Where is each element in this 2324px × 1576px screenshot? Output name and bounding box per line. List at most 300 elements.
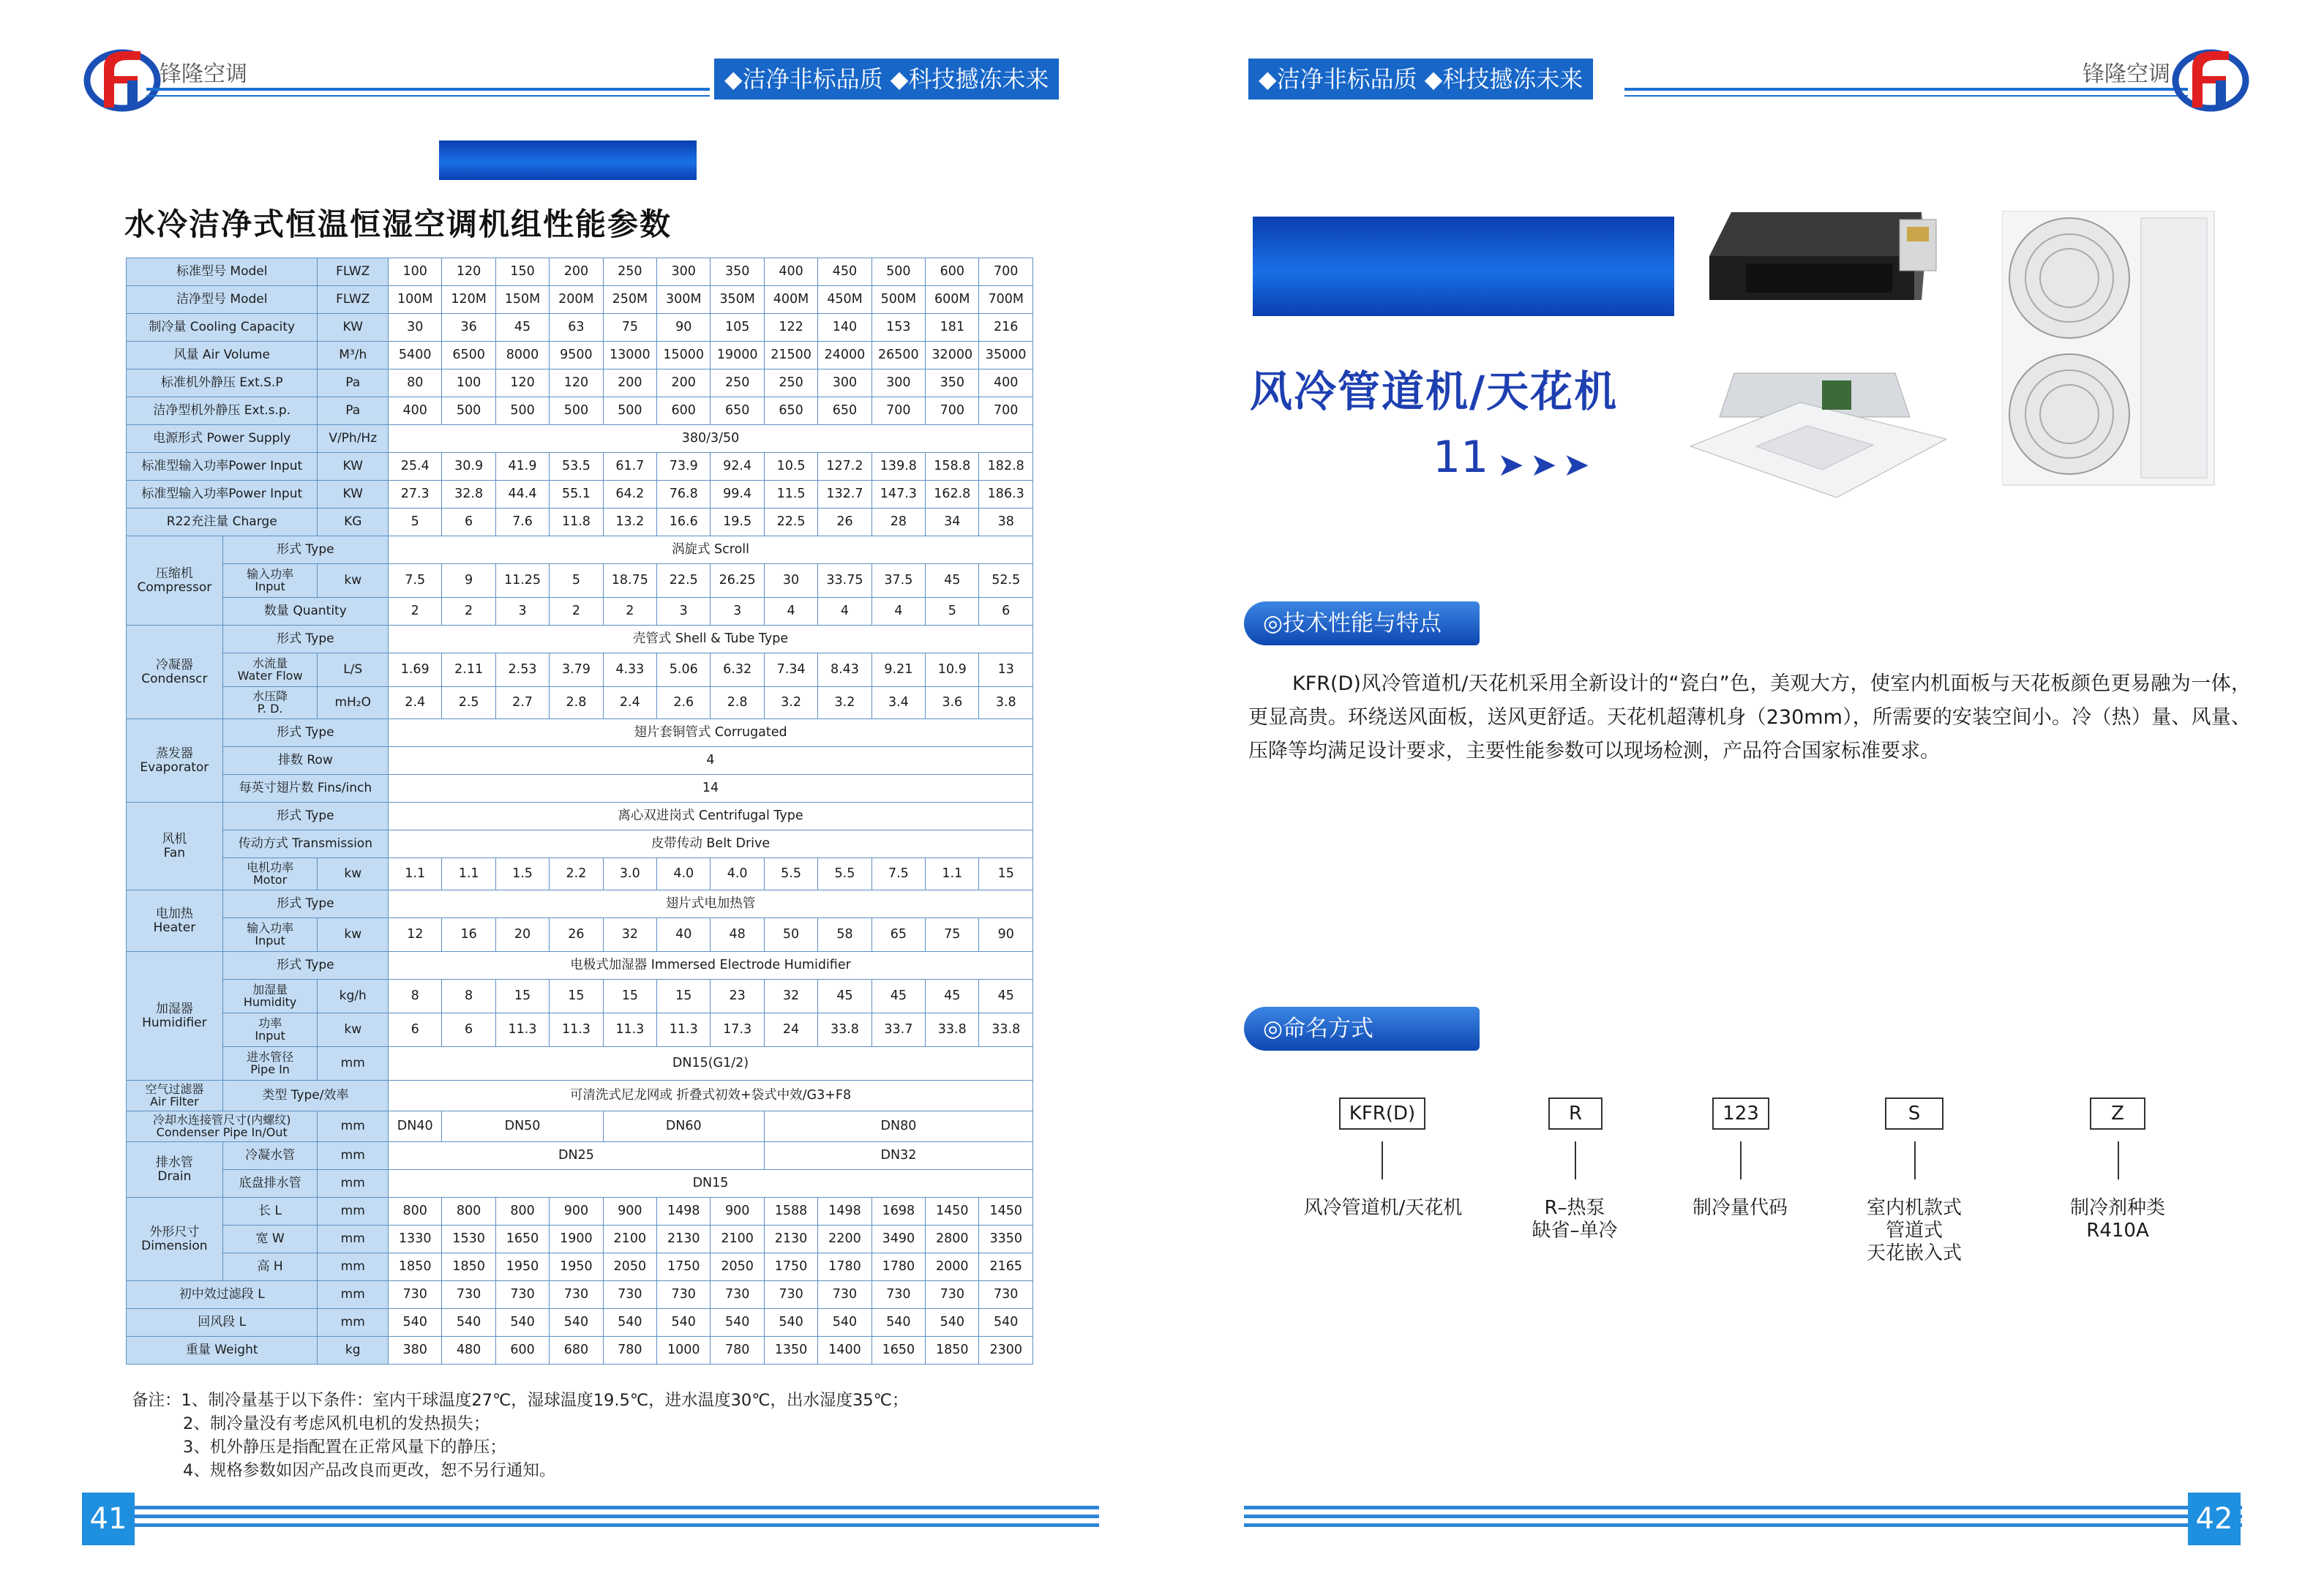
label-en: Heater	[153, 920, 196, 935]
table-cell	[127, 1081, 223, 1111]
table-cell: 32	[764, 980, 817, 1013]
label-cn: 蒸发器	[155, 746, 193, 761]
table-cell: 730	[603, 1281, 656, 1309]
table-cell: 13.2	[603, 509, 656, 536]
table-cell: 150M	[495, 286, 549, 314]
label-en: Dimension	[141, 1238, 208, 1253]
table-cell: 7.5	[872, 858, 925, 890]
table-cell: 7.6	[495, 509, 549, 536]
label-cn: 加湿量	[252, 982, 288, 997]
table-cell: 3350	[979, 1226, 1033, 1253]
table-cell: kw	[318, 918, 389, 952]
label-cn: 排水管	[155, 1155, 193, 1170]
table-cell	[222, 1047, 318, 1081]
table-cell: 500	[603, 397, 656, 425]
table-cell: FLWZ	[318, 258, 389, 286]
table-cell: 15	[495, 980, 549, 1013]
label-cn: 进水管径	[247, 1049, 294, 1064]
table-cell: 540	[603, 1309, 656, 1337]
slogan-banner-right: ◆洁净非标品质 ◆科技撼冻未来	[1248, 59, 1593, 100]
table-cell: 1350	[764, 1337, 817, 1365]
table-cell: 34	[926, 509, 979, 536]
table-cell: 长 L	[222, 1198, 318, 1226]
table-cell: 730	[711, 1281, 764, 1309]
table-cell: 5.06	[657, 653, 711, 687]
table-cell: 形式 Type	[222, 536, 388, 564]
table-cell: 132.7	[818, 481, 872, 509]
code-box-capacity: 123	[1712, 1097, 1769, 1130]
table-cell: 650	[711, 397, 764, 425]
table-cell: 32000	[926, 342, 979, 369]
code-desc-line: 风冷管道机/天花机	[1303, 1197, 1463, 1219]
table-cell: 1950	[495, 1253, 549, 1281]
table-cell: 162.8	[926, 481, 979, 509]
table-cell: 540	[872, 1309, 925, 1337]
table-cell: 730	[872, 1281, 925, 1309]
table-cell: 2165	[979, 1253, 1033, 1281]
label-en: Water Flow	[237, 668, 303, 683]
brand-name: 锋隆空调	[160, 61, 247, 87]
table-cell: 1498	[818, 1198, 872, 1226]
page-number-left: 41	[82, 1493, 135, 1545]
table-cell: 洁净型号 Model	[127, 286, 318, 314]
table-cell: 730	[657, 1281, 711, 1309]
table-cell	[127, 890, 223, 952]
table-cell: 15	[657, 980, 711, 1013]
label-en: Air Filter	[150, 1094, 199, 1108]
label-en: Drain	[157, 1168, 192, 1184]
table-cell: 8	[389, 980, 442, 1013]
table-cell: 16.6	[657, 509, 711, 536]
table-cell: 翅片套铜管式 Corrugated	[389, 719, 1033, 747]
table-cell: 3	[711, 598, 764, 626]
header-line-thin	[146, 95, 710, 97]
table-cell: 44.4	[495, 481, 549, 509]
table-cell: KW	[318, 481, 389, 509]
table-cell: 6	[979, 598, 1033, 626]
table-cell: 300M	[657, 286, 711, 314]
table-cell: 13000	[603, 342, 656, 369]
table-cell: 350	[711, 258, 764, 286]
table-cell	[222, 858, 318, 890]
label-en: Fan	[163, 845, 186, 860]
header-line-thin-right	[1624, 95, 2188, 97]
table-cell: 600M	[926, 286, 979, 314]
table-cell: 800	[389, 1198, 442, 1226]
table-cell: 8.43	[818, 653, 872, 687]
table-cell: 1530	[442, 1226, 495, 1253]
table-cell: 7.5	[389, 564, 442, 598]
table-row	[127, 980, 1033, 1013]
code-desc-line: 室内机款式	[1866, 1197, 1962, 1219]
label-cn: 外形尺寸	[149, 1224, 200, 1239]
table-row	[127, 536, 1033, 564]
table-cell: 730	[926, 1281, 979, 1309]
table-cell: 1588	[764, 1198, 817, 1226]
section-number: 11	[1433, 432, 1489, 483]
table-cell: KG	[318, 509, 389, 536]
table-cell: 90	[979, 918, 1033, 952]
table-cell: 120	[495, 369, 549, 397]
table-row	[127, 803, 1033, 830]
table-cell: 33.75	[818, 564, 872, 598]
table-cell: kg	[318, 1337, 389, 1365]
table-cell: 18.75	[603, 564, 656, 598]
table-cell: 2.2	[550, 858, 603, 890]
table-row	[127, 830, 1033, 858]
table-row	[127, 598, 1033, 626]
table-row	[127, 258, 1033, 286]
table-cell: 780	[603, 1337, 656, 1365]
table-cell: 600	[657, 397, 711, 425]
table-cell: 5.5	[818, 858, 872, 890]
table-cell: 182.8	[979, 453, 1033, 481]
table-cell	[127, 536, 223, 626]
code-desc-z	[2052, 1197, 2184, 1242]
table-row	[127, 775, 1033, 803]
label-en: Pipe In	[250, 1062, 290, 1076]
table-cell: 450M	[818, 286, 872, 314]
table-cell: 6	[442, 509, 495, 536]
table-cell: 3	[495, 598, 549, 626]
table-cell: 500	[872, 258, 925, 286]
table-row	[127, 1013, 1033, 1047]
table-cell	[222, 687, 318, 719]
table-cell: 680	[550, 1337, 603, 1365]
table-cell: 45	[926, 564, 979, 598]
table-cell: Pa	[318, 397, 389, 425]
table-cell: mm	[318, 1226, 389, 1253]
table-cell: 2130	[657, 1226, 711, 1253]
code-desc-line: R–热泵	[1544, 1197, 1605, 1219]
table-cell: 2.7	[495, 687, 549, 719]
table-cell: 冷凝水管	[222, 1142, 318, 1170]
table-cell: DN32	[764, 1142, 1032, 1170]
table-cell: 33.8	[926, 1013, 979, 1047]
table-cell: kg/h	[318, 980, 389, 1013]
table-cell: mm	[318, 1047, 389, 1081]
table-cell: 2300	[979, 1337, 1033, 1365]
table-cell: 75	[926, 918, 979, 952]
table-cell: 形式 Type	[222, 890, 388, 918]
table-cell: 540	[389, 1309, 442, 1337]
table-cell: 92.4	[711, 453, 764, 481]
header-line-right	[1624, 88, 2188, 91]
table-cell: 23	[711, 980, 764, 1013]
table-cell: L/S	[318, 653, 389, 687]
table-cell: 1750	[764, 1253, 817, 1281]
label-cn: 功率	[258, 1016, 282, 1030]
table-cell: 400	[389, 397, 442, 425]
table-cell: 36	[442, 314, 495, 342]
outdoor-unit-image	[2002, 211, 2222, 489]
table-cell: 700	[979, 258, 1033, 286]
table-cell: 2.4	[389, 687, 442, 719]
table-row	[127, 687, 1033, 719]
table-cell: 1780	[872, 1253, 925, 1281]
table-cell: 11.5	[764, 481, 817, 509]
naming-heading: ◎命名方式	[1244, 1007, 1480, 1051]
table-row	[127, 481, 1033, 509]
table-cell: 15	[603, 980, 656, 1013]
table-cell: 122	[764, 314, 817, 342]
table-row	[127, 626, 1033, 653]
code-desc-line: 管道式	[1885, 1220, 1943, 1242]
table-cell: 20	[495, 918, 549, 952]
table-cell: 540	[764, 1309, 817, 1337]
table-row	[127, 453, 1033, 481]
table-cell: DN15(G1/2)	[389, 1047, 1033, 1081]
table-cell: mm	[318, 1309, 389, 1337]
table-cell: 每英寸翅片数 Fins/inch	[222, 775, 388, 803]
table-cell: 90	[657, 314, 711, 342]
table-cell: 19.5	[711, 509, 764, 536]
table-cell: 540	[926, 1309, 979, 1337]
table-cell: 1698	[872, 1198, 925, 1226]
table-cell: 3.6	[926, 687, 979, 719]
table-cell: 9.21	[872, 653, 925, 687]
table-cell: 140	[818, 314, 872, 342]
table-cell: 30	[389, 314, 442, 342]
notes	[132, 1389, 908, 1482]
table-cell: 2.5	[442, 687, 495, 719]
table-cell: 2800	[926, 1226, 979, 1253]
table-cell: 1850	[389, 1253, 442, 1281]
table-cell: 离心双进岗式 Centrifugal Type	[389, 803, 1033, 830]
table-cell: 2.11	[442, 653, 495, 687]
connector-line	[1575, 1141, 1576, 1179]
table-cell: 15	[550, 980, 603, 1013]
table-cell: 200	[550, 258, 603, 286]
table-cell: 45	[495, 314, 549, 342]
table-cell: 2.53	[495, 653, 549, 687]
table-cell: DN60	[603, 1111, 764, 1142]
table-cell: 500	[442, 397, 495, 425]
table-row	[127, 564, 1033, 598]
table-row	[127, 1111, 1033, 1142]
label-cn: 空气过滤器	[145, 1081, 204, 1096]
table-cell: 540	[657, 1309, 711, 1337]
table-cell: kw	[318, 564, 389, 598]
table-cell: 8	[442, 980, 495, 1013]
table-cell: mm	[318, 1142, 389, 1170]
table-cell: 2.4	[603, 687, 656, 719]
table-cell: 45	[818, 980, 872, 1013]
table-cell: 400M	[764, 286, 817, 314]
table-cell: 标准型输入功率Power Input	[127, 481, 318, 509]
table-cell: 10.5	[764, 453, 817, 481]
table-cell: 540	[711, 1309, 764, 1337]
table-row	[127, 314, 1033, 342]
table-cell	[222, 1013, 318, 1047]
table-cell: 电极式加湿器 Immersed Electrode Humidifier	[389, 952, 1033, 980]
label-en: Compressor	[137, 579, 212, 595]
table-cell: 17.3	[711, 1013, 764, 1047]
table-row	[127, 1253, 1033, 1281]
table-cell: 200	[603, 369, 656, 397]
table-cell: 650	[818, 397, 872, 425]
table-cell: 标准机外静压 Ext.S.P	[127, 369, 318, 397]
table-cell: 1000	[657, 1337, 711, 1365]
table-cell: 2100	[711, 1226, 764, 1253]
table-cell: FLWZ	[318, 286, 389, 314]
table-cell: 186.3	[979, 481, 1033, 509]
table-cell: 400	[979, 369, 1033, 397]
table-cell: 200M	[550, 286, 603, 314]
page-number-right: 42	[2188, 1493, 2241, 1545]
header-line	[146, 88, 710, 91]
table-cell: 105	[711, 314, 764, 342]
table-cell: 500	[550, 397, 603, 425]
table-cell: 1850	[442, 1253, 495, 1281]
table-row	[127, 1281, 1033, 1309]
table-cell: 5.5	[764, 858, 817, 890]
table-cell: 380/3/50	[389, 425, 1033, 453]
table-cell: 540	[979, 1309, 1033, 1337]
table-cell: 22.5	[657, 564, 711, 598]
label-en: Humidity	[243, 994, 297, 1009]
table-cell: 380	[389, 1337, 442, 1365]
table-cell: 45	[979, 980, 1033, 1013]
code-desc-line: 制冷量代码	[1692, 1197, 1788, 1219]
table-cell: 1950	[550, 1253, 603, 1281]
table-cell: 6	[442, 1013, 495, 1047]
product-title: 风冷管道机/天花机	[1250, 367, 1619, 416]
table-cell: mm	[318, 1111, 389, 1142]
table-cell: 1330	[389, 1226, 442, 1253]
table-cell: 1850	[926, 1337, 979, 1365]
table-cell: 可清洗式尼龙网或 折叠式初效+袋式中效/G3+F8	[389, 1081, 1033, 1111]
table-cell: 底盘排水管	[222, 1170, 318, 1198]
table-cell: 19000	[711, 342, 764, 369]
table-cell: 3	[657, 598, 711, 626]
table-cell: 5400	[389, 342, 442, 369]
table-cell: 传动方式 Transmission	[222, 830, 388, 858]
table-cell	[127, 952, 223, 1081]
table-cell: 4	[389, 747, 1033, 775]
table-cell: 127.2	[818, 453, 872, 481]
table-cell: 700	[979, 397, 1033, 425]
table-cell: 1.1	[926, 858, 979, 890]
table-cell: 3.79	[550, 653, 603, 687]
table-cell: 30.9	[442, 453, 495, 481]
table-cell: 147.3	[872, 481, 925, 509]
table-cell: 制冷量 Cooling Capacity	[127, 314, 318, 342]
table-cell: 1.1	[442, 858, 495, 890]
table-cell: 15	[979, 858, 1033, 890]
table-cell: 1498	[657, 1198, 711, 1226]
table-cell: 38	[979, 509, 1033, 536]
table-cell: 120M	[442, 286, 495, 314]
table-cell: 27.3	[389, 481, 442, 509]
label-cn: 输入功率	[247, 920, 294, 935]
table-cell: 1400	[818, 1337, 872, 1365]
table-row	[127, 653, 1033, 687]
table-cell: 730	[764, 1281, 817, 1309]
code-box-z: Z	[2090, 1097, 2145, 1130]
table-cell: DN80	[764, 1111, 1032, 1142]
table-cell: 3.4	[872, 687, 925, 719]
table-cell: 120	[442, 258, 495, 286]
table-cell: 重量 Weight	[127, 1337, 318, 1365]
table-cell: 150	[495, 258, 549, 286]
table-cell: 500M	[872, 286, 925, 314]
table-cell: 6.32	[711, 653, 764, 687]
table-row	[127, 1337, 1033, 1365]
label-en: Input	[255, 579, 285, 593]
table-cell: 75	[603, 314, 656, 342]
table-row	[127, 747, 1033, 775]
table-cell: 45	[926, 980, 979, 1013]
label-cn: 冷却水连接管尺寸(内螺纹)	[152, 1112, 291, 1127]
code-desc-r	[1516, 1197, 1633, 1242]
table-cell: 3.2	[764, 687, 817, 719]
table-row	[127, 890, 1033, 918]
note-line: 2、制冷量没有考虑风机电机的发热损失；	[183, 1414, 490, 1433]
table-cell: 形式 Type	[222, 803, 388, 830]
table-cell: DN25	[389, 1142, 765, 1170]
table-cell: 350	[926, 369, 979, 397]
table-cell: 2000	[926, 1253, 979, 1281]
label-en: P. D.	[257, 701, 283, 716]
table-cell: 1.1	[389, 858, 442, 890]
label-cn: 输入功率	[247, 566, 294, 581]
table-cell: mm	[318, 1198, 389, 1226]
table-cell: 1450	[979, 1198, 1033, 1226]
table-cell: 初中效过滤段 L	[127, 1281, 318, 1309]
title-bar-decoration	[439, 140, 697, 180]
table-cell: 1900	[550, 1226, 603, 1253]
code-box-s: S	[1885, 1097, 1943, 1130]
table-cell: 2100	[603, 1226, 656, 1253]
table-cell: 翅片式电加热管	[389, 890, 1033, 918]
table-cell: 12	[389, 918, 442, 952]
table-cell	[127, 1111, 318, 1142]
table-cell: 6500	[442, 342, 495, 369]
table-cell: 3.2	[818, 687, 872, 719]
table-row	[127, 858, 1033, 890]
table-cell: kw	[318, 858, 389, 890]
table-cell: 24	[764, 1013, 817, 1047]
connector-line	[1740, 1141, 1742, 1179]
table-cell: 3.0	[603, 858, 656, 890]
section-title: 水冷洁净式恒温恒湿空调机组性能参数	[124, 206, 672, 242]
table-cell: 9500	[550, 342, 603, 369]
table-row	[127, 397, 1033, 425]
table-cell: 52.5	[979, 564, 1033, 598]
table-cell: 1750	[657, 1253, 711, 1281]
table-cell: 数量 Quantity	[222, 598, 388, 626]
table-cell: 11.3	[495, 1013, 549, 1047]
table-cell: 480	[442, 1337, 495, 1365]
table-cell: kw	[318, 1013, 389, 1047]
table-cell: 65	[872, 918, 925, 952]
tech-description: KFR(D)风冷管道机/天花机采用全新设计的“瓷白”色，美观大方，使室内机面板与天花板颜色更易融为一体，更显高贵。环绕送风面板，送风更舒适。天花机超薄机身（230mm），所需要的安装空间小。冷（热）量、风量、压降等均满足设计要求，主要性能参数可以现场检测，产品符合国家标准要求。	[1248, 672, 2251, 762]
table-row	[127, 952, 1033, 980]
table-cell: 73.9	[657, 453, 711, 481]
table-cell: DN50	[442, 1111, 603, 1142]
table-cell: 45	[872, 980, 925, 1013]
spec-table	[126, 258, 1033, 1365]
table-cell: 216	[979, 314, 1033, 342]
label-cn: 冷凝器	[155, 657, 193, 672]
table-cell: 32	[603, 918, 656, 952]
table-cell: 35000	[979, 342, 1033, 369]
table-cell	[222, 918, 318, 952]
brand-logo	[82, 38, 162, 119]
table-cell: 900	[603, 1198, 656, 1226]
table-cell: 5	[926, 598, 979, 626]
